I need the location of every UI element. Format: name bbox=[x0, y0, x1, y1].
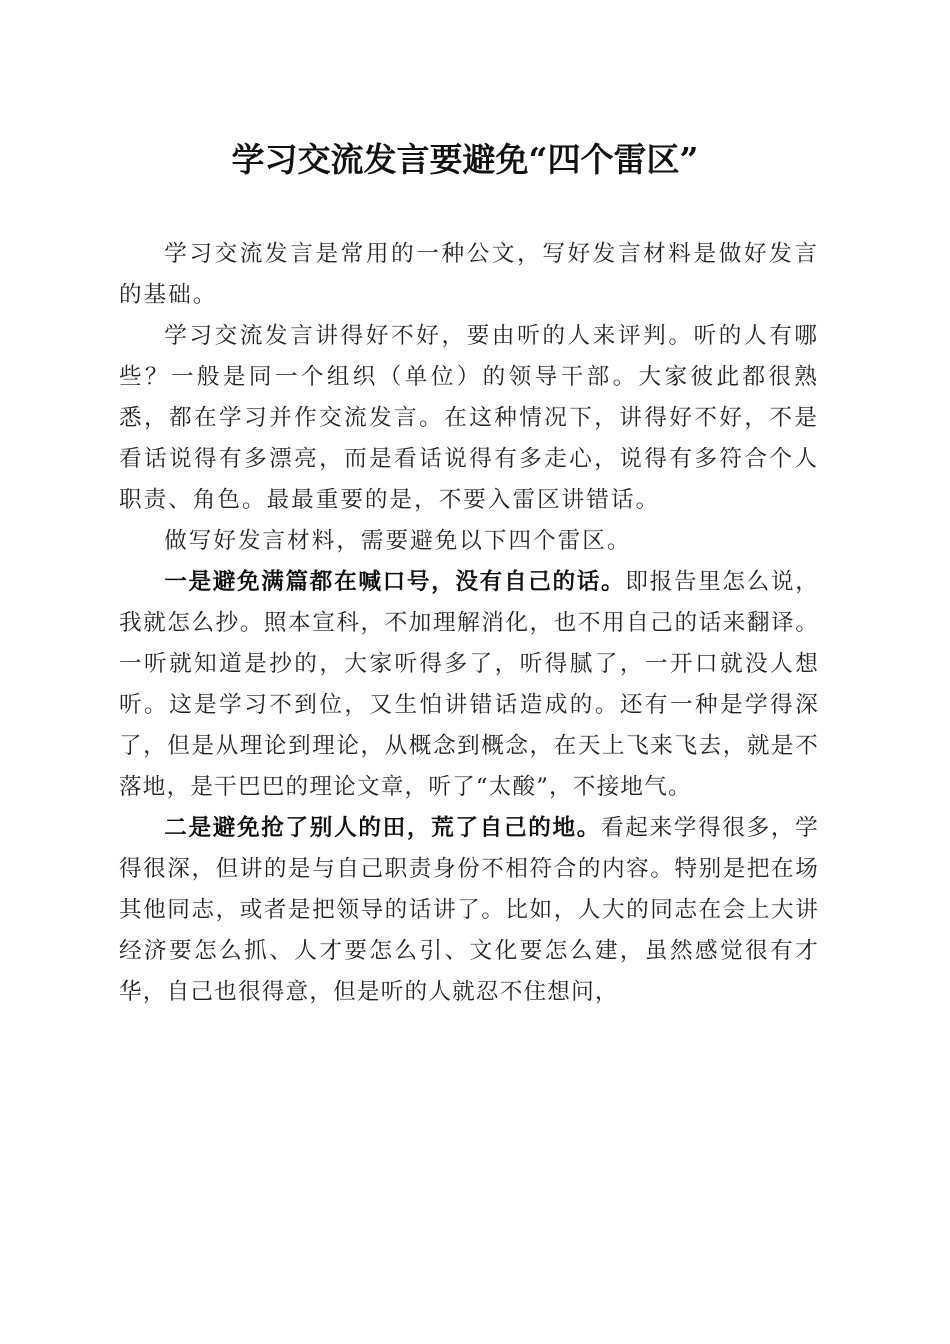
paragraph-intro-text: 学习交流发言是常用的一种公文，写好发言材料是做好发言的基础。 bbox=[119, 241, 819, 308]
point-two-text: 看起来学得很多，学得很深，但讲的是与自己职责身份不相符合的内容。特别是把在场其他同志，或者是把领导的话讲了。比如，人大的同志在会上大讲经济要怎么抓、人才要怎么引、文化要怎么建，虽然感觉很有才华，自己也很得意，但是听的人就忍不住想问， bbox=[119, 815, 819, 1005]
paragraph-judging bbox=[119, 316, 819, 521]
paragraph-point-two bbox=[119, 808, 819, 1013]
paragraph-four-zones bbox=[119, 521, 819, 562]
paragraph-point-one bbox=[119, 562, 819, 808]
paragraph-four-zones-text: 做写好发言材料，需要避免以下四个雷区。 bbox=[164, 528, 632, 554]
point-two-heading: 二是避免抢了别人的田，荒了自己的地。 bbox=[164, 815, 602, 841]
paragraph-judging-text: 学习交流发言讲得好不好，要由听的人来评判。听的人有哪些？一般是同一个组织（单位）的领导干部。大家彼此都很熟悉，都在学习并作交流发言。在这种情况下，讲得好不好，不是看话说得有多漂亮，而是看话说得有多走心，说得有多符合个人职责、角色。最最重要的是，不要入雷区讲错话。 bbox=[119, 323, 819, 513]
point-one-heading: 一是避免满篇都在喊口号，没有自己的话。 bbox=[164, 569, 626, 595]
document-body bbox=[119, 234, 819, 1013]
point-one-text: 即报告里怎么说，我就怎么抄。照本宣科，不加理解消化，也不用自己的话来翻译。一听就知道是抄的，大家听得多了，听得腻了，一开口就没人想听。这是学习不到位，又生怕讲错话造成的。还有一种是学得深了，但是从理论到理论，从概念到概念，在天上飞来飞去，就是不落地，是干巴巴的理论文章，听了“太酸”，不接地气。 bbox=[119, 569, 819, 800]
paragraph-intro bbox=[119, 234, 819, 316]
document-title: 学习交流发言要避免“四个雷区” bbox=[231, 140, 699, 179]
